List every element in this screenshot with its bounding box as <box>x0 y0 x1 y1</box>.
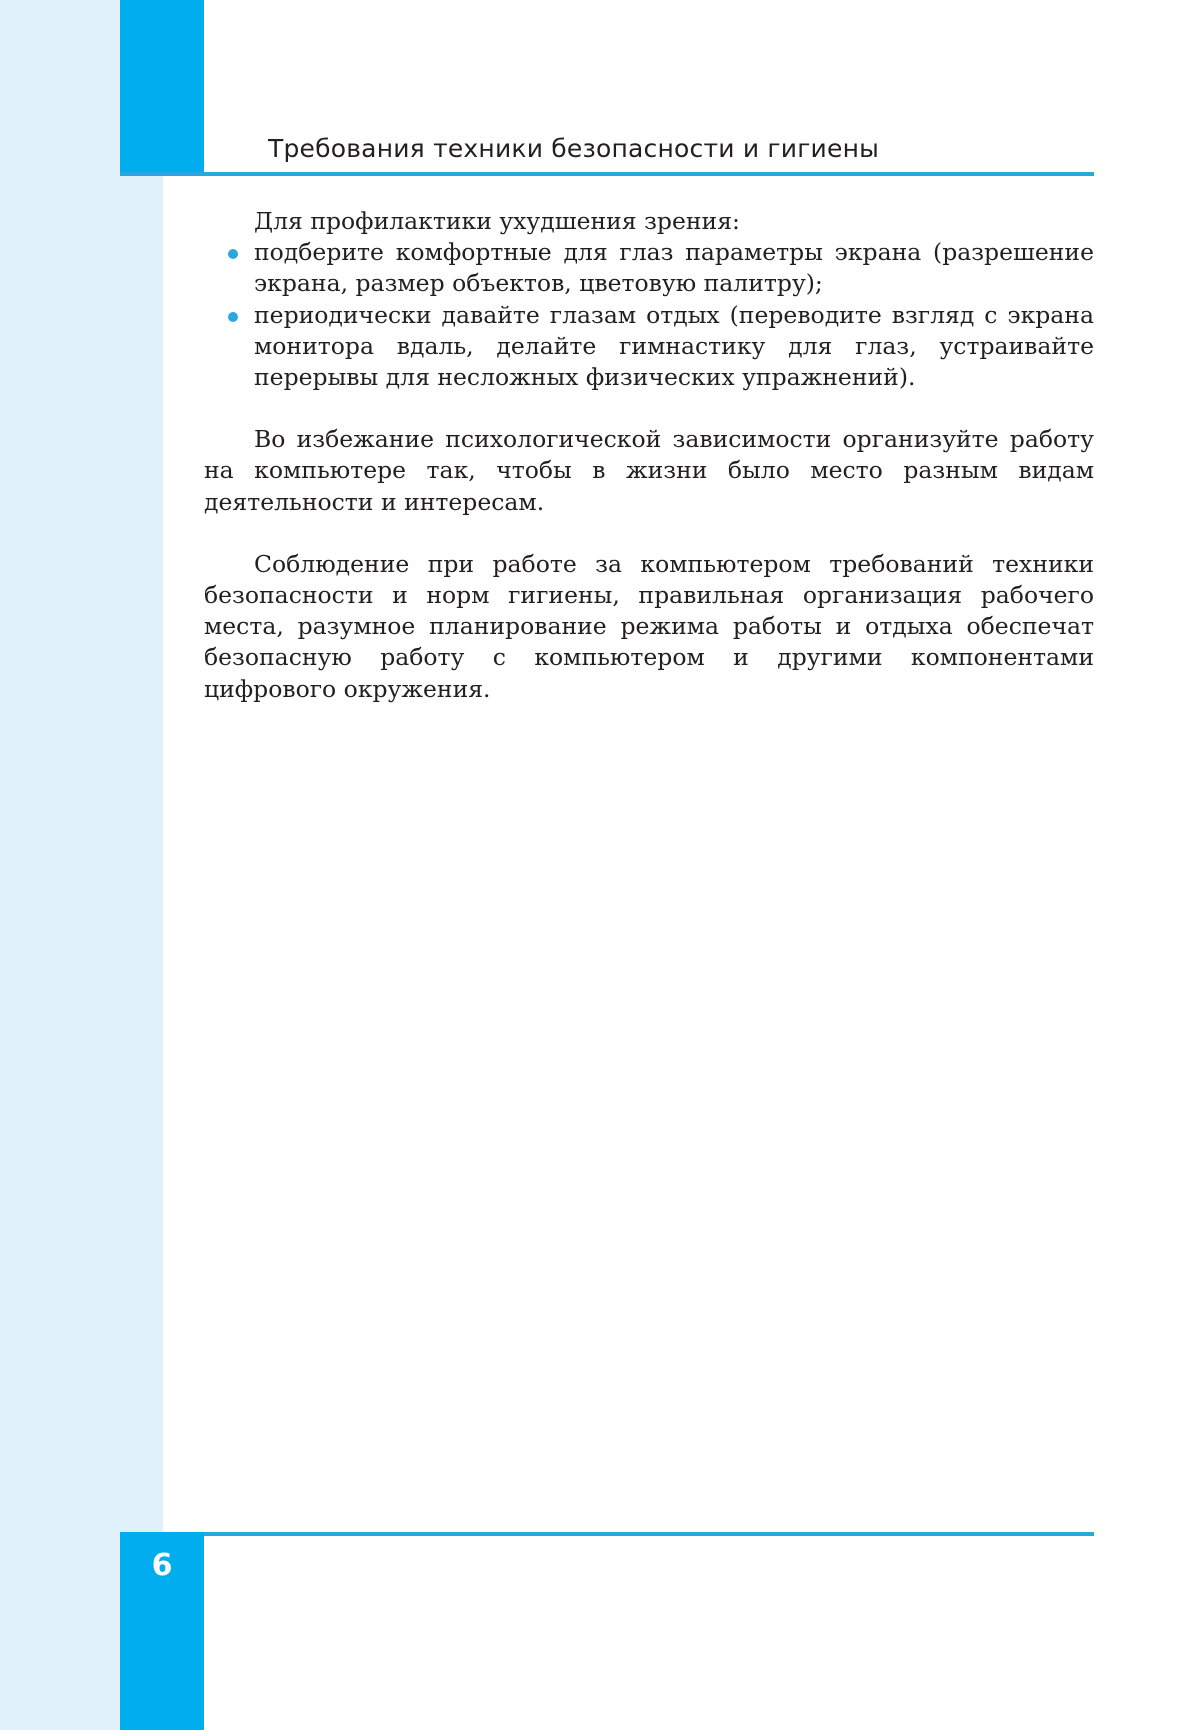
paragraph: Во избежание психологической зависимости организуйте работу на компьютере так, чтобы в жизни было место разным видам деятельности и интересам. <box>204 425 1094 516</box>
list-item <box>254 237 1094 299</box>
paragraph: Соблюдение при работе за компьютером требований техники безопасности и норм гигиены, правильная организация рабочего места, разумное планирование режима работы и отдыха обеспечат безопасную работу с компьютером и другими компонентами цифрового окружения. <box>204 549 1094 703</box>
list-item-text: периодически давайте глазам отдых (переводите взгляд с экрана монитора вдаль, делайте гимнастику для глаз, устраивайте перерывы для несложных физических упражнений). <box>254 300 1094 392</box>
paragraph-gap <box>204 518 1094 549</box>
list-item <box>254 300 1094 394</box>
list-item-text: подберите комфортные для глаз параметры экрана (разрешение экрана, размер объектов, цветовую палитру); <box>254 238 1094 298</box>
page-number: 6 <box>151 1548 173 1583</box>
page-content <box>204 206 1094 705</box>
bullet-list <box>204 237 1094 393</box>
bullet-dot-icon <box>228 312 238 322</box>
running-title: Требования техники безопасности и гигиены <box>268 134 880 163</box>
intro-paragraph: Для профилактики ухудшения зрения: <box>254 207 740 235</box>
left-margin-strip <box>0 0 163 1730</box>
footer-rule <box>204 1532 1094 1536</box>
header-rule <box>120 172 1094 176</box>
top-accent-bar <box>120 0 204 175</box>
paragraph-gap <box>204 393 1094 424</box>
bullet-dot-icon <box>228 249 238 259</box>
